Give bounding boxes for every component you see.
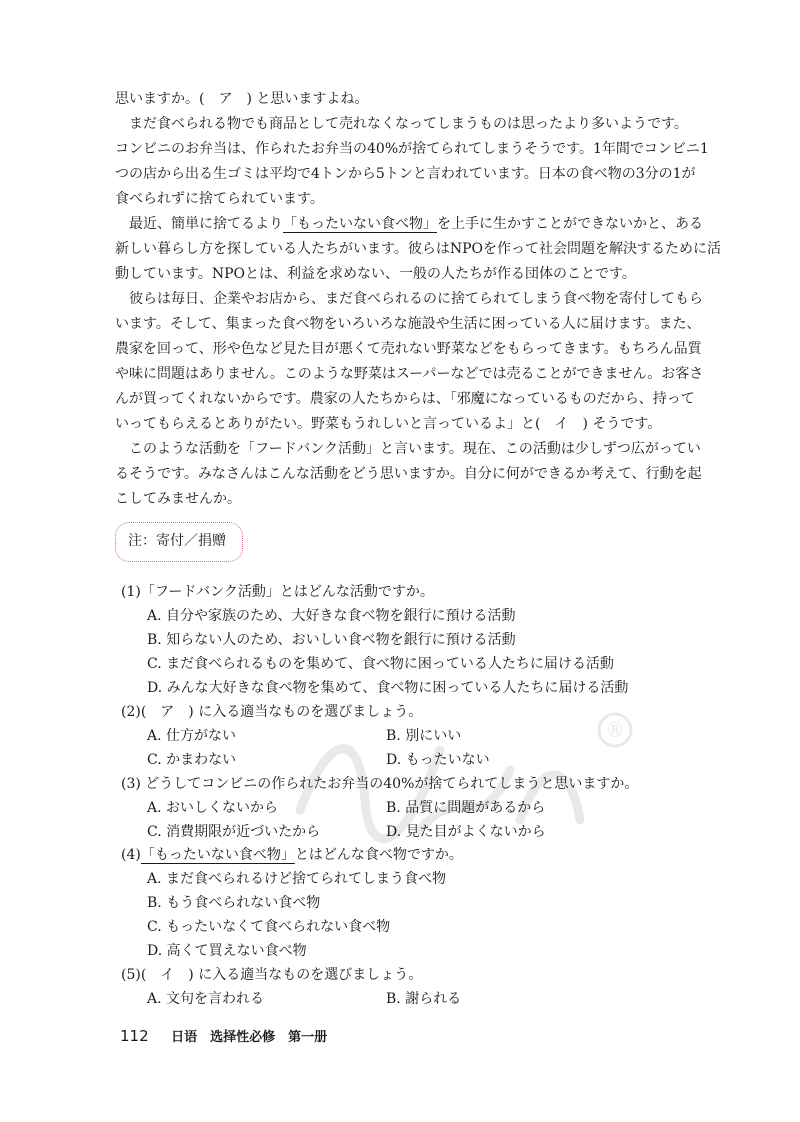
question-3-option-c: C. 消費期限が近づいたから <box>147 824 321 840</box>
passage-text: 最近、簡単に捨てるより <box>129 216 283 232</box>
registered-mark: ® <box>605 718 625 742</box>
question-5-stem: (5)( イ ) に入る適当なものを選びましょう。 <box>121 967 423 983</box>
question-1-option-a: A. 自分や家族のため、大好きな食べ物を銀行に預ける活動 <box>147 608 516 624</box>
question-4-option-b: B. もう食べられない食べ物 <box>147 895 321 911</box>
passage-line: 食べられずに捨てられています。 <box>115 191 324 207</box>
underlined-phrase: 「もったいない食べ物」 <box>283 216 437 232</box>
passage-line: や味に問題はありません。このような野菜はスーパーなどでは売ることができません。お客さ <box>115 366 704 382</box>
passage-line: コンビニのお弁当は、作られたお弁当の40%が捨てられてしまうそうです。1年間でコンビニ1 <box>115 141 709 157</box>
question-2-stem: (2)( ア ) に入る適当なものを選びましょう。 <box>121 704 423 720</box>
passage-line: いってもらえるとありがたい。野菜もうれしいと言っているよ」と( イ ) そうです。 <box>115 416 662 432</box>
question-2-option-d: D. もったいない <box>386 752 490 768</box>
passage-line: 彼らは毎日、企業やお店から、まだ食べられるのに捨てられてしまう食べ物を寄付してもら <box>129 291 703 307</box>
question-3-option-d: D. 見た目がよくないから <box>386 824 546 840</box>
question-4-option-d: D. 高くて買えない食べ物 <box>147 943 307 959</box>
passage-line: つの店から出る生ゴミは平均で4トンから5トンと言われています。日本の食べ物の3分の1が <box>115 166 696 182</box>
page-footer <box>120 1024 327 1050</box>
question-4-option-c: C. もったいなくて食べられない食べ物 <box>147 919 391 935</box>
question-number: (4) <box>121 847 141 863</box>
passage-line: 農家を回って、形や色など見た目が悪くて売れない野菜などをもらってきます。もちろん品質 <box>115 341 702 357</box>
question-3-option-b: B. 品質に問題があるから <box>386 800 546 816</box>
question-1-option-d: D. みんな大好きな食べ物を集めて、食べ物に困っている人たちに届ける活動 <box>147 680 629 696</box>
page-number: 112 <box>120 1027 149 1045</box>
question-2-option-a: A. 仕方がない <box>147 728 237 744</box>
vocabulary-note: 注：寄付／捐赠 <box>115 522 243 562</box>
underlined-phrase: 「もったいない食べ物」 <box>140 847 295 863</box>
passage-text: を上手に生かすことができないかと、ある <box>437 216 703 232</box>
passage-line: まだ食べられる物でも商品として売れなくなってしまうものは思ったより多いようです。 <box>129 116 688 132</box>
question-3-stem: (3) どうしてコンビニの作られたお弁当の40%が捨てられてしまうと思いますか。 <box>121 776 639 792</box>
passage-line: このような活動を「フードバンク活動」と言います。現在、この活動は少しずつ広がってい <box>129 441 701 457</box>
question-4-option-a: A. まだ食べられるけど捨てられてしまう食べ物 <box>147 871 447 887</box>
question-3-option-a: A. おいしくないから <box>147 800 279 816</box>
passage-line: んが買ってくれないからです。農家の人たちからは、「邪魔になっているものだから、持って <box>115 391 695 407</box>
passage-line: こしてみませんか。 <box>115 491 241 507</box>
question-2-option-c: C. かまわない <box>147 752 237 768</box>
passage-line: 新しい暮らし方を探している人たちがいます。彼らはNPOを作って社会問題を解決するために活 <box>115 241 722 257</box>
passage-line: います。そして、集まった食べ物をいろいろな施設や生活に困っている人に届けます。また、 <box>115 316 701 332</box>
book-title: 日语 选择性必修 第一册 <box>171 1030 328 1045</box>
question-5-option-b: B. 謝られる <box>386 991 462 1007</box>
question-2-option-b: B. 別にいい <box>386 728 462 744</box>
passage-line: るそうです。みなさんはこんな活動をどう思いますか。自分に何ができるか考えて、行動を起 <box>115 466 702 482</box>
question-1-stem: (1)「フードバンク活動」とはどんな活動ですか。 <box>121 584 434 600</box>
passage-line: 思いますか。( ア ) と思いますよね。 <box>115 91 369 107</box>
passage-line <box>129 211 714 237</box>
question-text: とはどんな食べ物ですか。 <box>294 847 463 863</box>
question-5-option-a: A. 文句を言われる <box>147 991 265 1007</box>
question-1-option-b: B. 知らない人のため、おいしい食べ物を銀行に預ける活動 <box>147 632 516 648</box>
question-4-stem <box>121 843 463 867</box>
passage-line: 動しています。NPOとは、利益を求めない、一般の人たちが作る団体のことです。 <box>115 266 636 282</box>
question-1-option-c: C. まだ食べられるものを集めて、食べ物に困っている人たちに届ける活動 <box>147 656 614 672</box>
